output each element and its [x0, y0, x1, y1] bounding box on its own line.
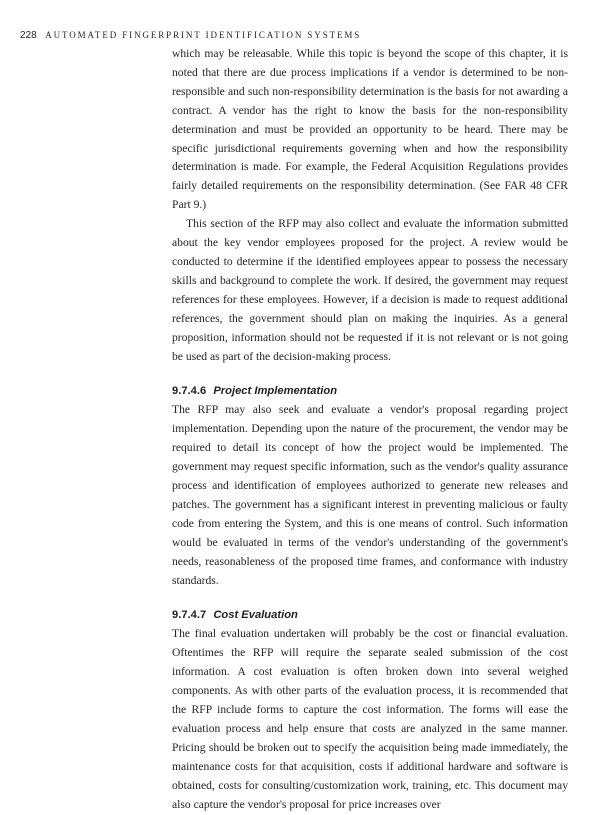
paragraph-project-implementation: The RFP may also seek and evaluate a vendor's proposal regarding project implementation. Depending upon the nature of the procurement, the vendor may be required to detail its concept of how the project would be implemented. The government may request specific information, such as the vendor's quality assurance process and identification of employees authorized to generate new releases and patches. The government has a significant interest in preventing malicious or faulty code from entering the System, and this is one means of control. Such information would be evaluated in terms of the vendor's understanding of the government's needs, reasonableness of the proposed time frames, and conformance with industry standards. — [172, 403, 568, 587]
running-head — [20, 29, 361, 42]
paragraph-continued: which may be releasable. While this topic is beyond the scope of this chapter, it is noted that there are due process implications if a vendor is determined to be non-responsible and such non-responsibility determination is the basis for not awarding a contract. A vendor has the right to know the basis for the non-responsibility determination and must be provided an opportunity to be heard. There may be specific jurisdictional requirements governing when and how the responsibility determination is made. For example, the Federal Acquisition Regulations provides fairly detailed requirements on the responsibility determination. (See FAR 48 CFR Part 9.) — [172, 47, 568, 212]
book-title: AUTOMATED FINGERPRINT IDENTIFICATION SYSTEMS — [45, 30, 362, 40]
section-title: Cost Evaluation — [213, 609, 298, 622]
body-text — [172, 45, 568, 815]
section-heading-cost-evaluation — [172, 606, 568, 624]
paragraph-cost-evaluation: The final evaluation undertaken will probably be the cost or financial evaluation. Oftentimes the RFP will require the separate sealed submission of the cost information. A cost evaluation is often broken down into several weighed components. As with other parts of the evaluation process, it is recommended that the RFP include forms to capture the cost information. The forms will ease the evaluation process and help ensure that costs are analyzed in the same manner. Pricing should be broken out to specify the acquisition being made immediately, the maintenance costs for that acquisition, costs if additional hardware and software is obtained, costs for consulting/customization work, training, etc. This document may also capture the vendor's proposal for price increases over — [172, 627, 568, 811]
section-number: 9.7.4.6 — [172, 385, 207, 398]
section-number: 9.7.4.7 — [172, 609, 207, 622]
section-heading-project-implementation — [172, 382, 568, 400]
paragraph-key-employees: This section of the RFP may also collect and evaluate the information submitted about the key vendor employees proposed for the project. A review would be conducted to determine if the identified employees appear to possess the necessary skills and background to complete the work. If desired, the government may request references for these employees. However, if a decision is made to request additional references, the government should plan on making the inquiries. As a general proposition, information should not be requested if it is not relevant or is not going be used as part of the decision-making process. — [172, 217, 568, 363]
page-number: 228 — [20, 30, 37, 41]
section-title: Project Implementation — [213, 385, 338, 398]
